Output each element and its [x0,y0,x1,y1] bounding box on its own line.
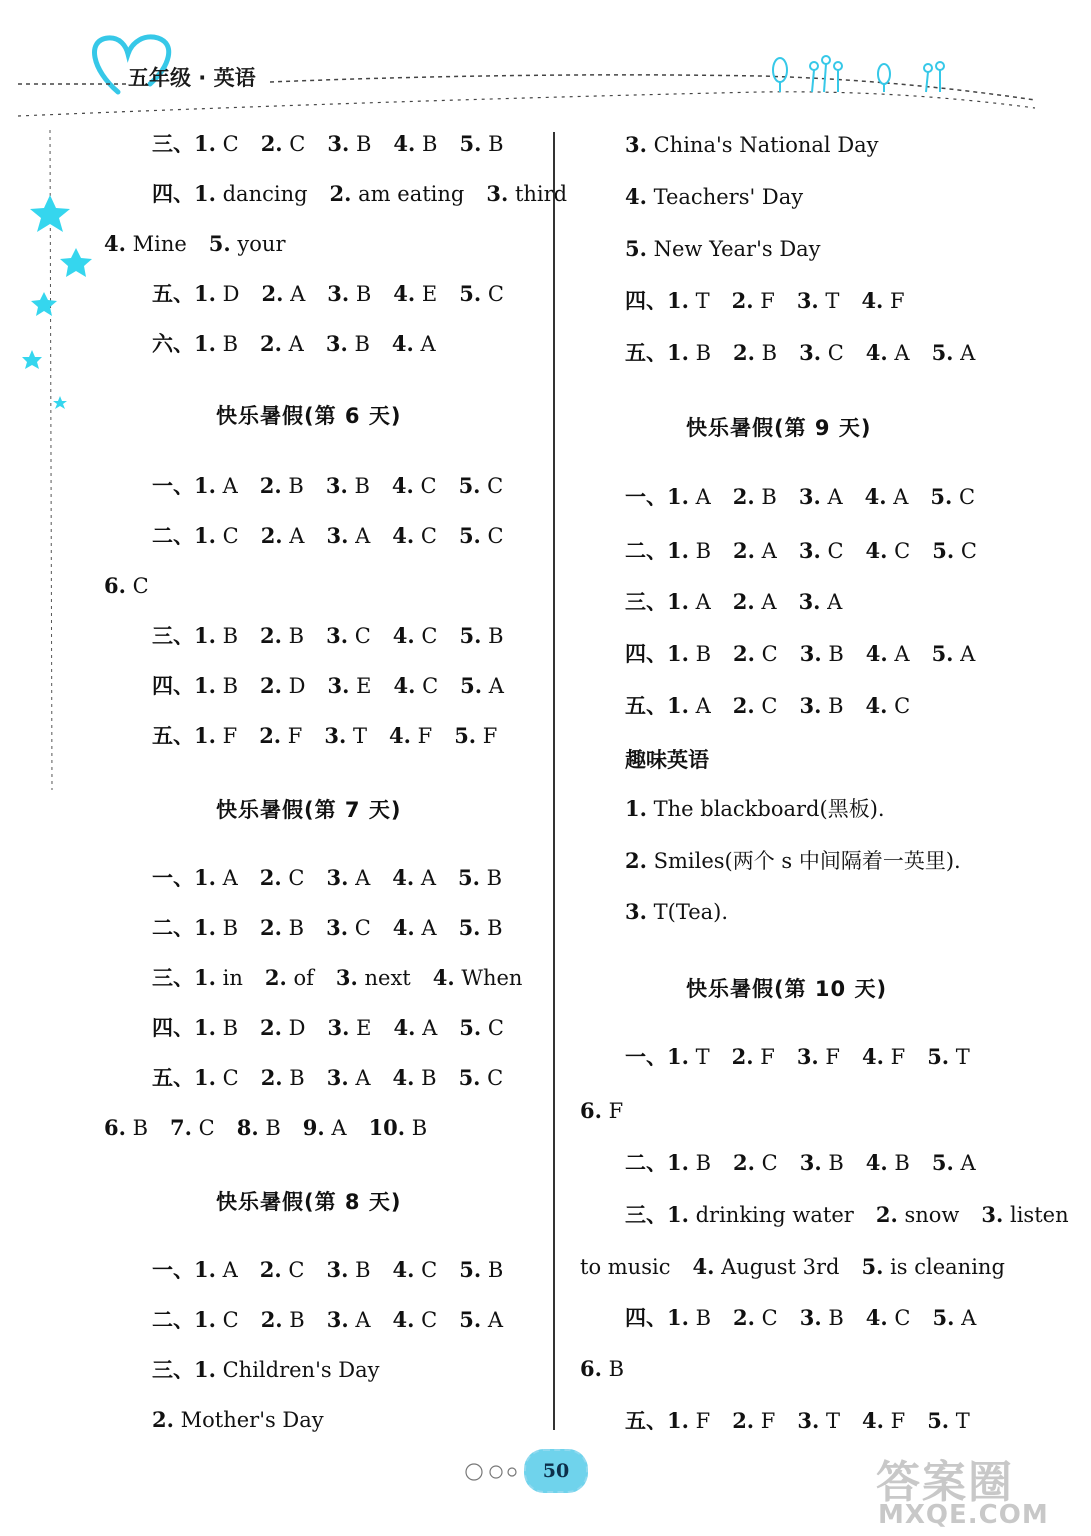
answer-item: 3. B [327,131,372,156]
section-number: 一、 [152,1258,194,1282]
answer-item: 2. A [261,281,306,306]
answer-item: 2. B [733,340,778,365]
section-number: 五、 [152,282,194,306]
answer-line [152,1356,402,1384]
page-number: 50 [524,1449,588,1493]
answer-item: 2. Mother's Day [152,1407,324,1432]
answer-item: 5. C [932,538,977,563]
answer-line [625,339,997,367]
answer-item: 3. T(Tea). [625,899,729,924]
answer-item: 5. B [458,915,503,940]
answer-item: 4. F [862,1044,906,1069]
answer-line [580,1253,1027,1281]
watermark [870,1440,1050,1536]
answer-item: 4. F [861,288,905,313]
star-icon [53,396,67,409]
answer-line [625,287,927,315]
answer-line [625,131,901,159]
answer-item: 2. A [732,589,777,614]
section-number: 四、 [625,1306,667,1330]
answer-item: 2. C [732,693,778,718]
answer-line [625,588,864,616]
answer-item: 1. F [194,723,238,748]
answer-item: 5. A [460,673,504,698]
answer-line [152,1014,526,1042]
section-number: 三、 [152,624,194,648]
answer-item: 4. A [864,484,909,509]
section-number: 四、 [152,674,194,698]
answer-item: 1. C [194,131,239,156]
section-number: 四、 [152,182,194,206]
answer-item: 5. F [454,723,498,748]
section-number: 一、 [152,474,194,498]
answer-line [625,235,843,263]
answer-item: 4. When [432,965,523,990]
plant-icons [773,56,944,92]
answer-item: 2. snow [875,1202,960,1227]
answer-item: 3. A [798,589,843,614]
answer-item: 1. B [194,673,239,698]
section-number: 五、 [152,1066,194,1090]
answer-line [625,1304,998,1332]
section-number: 六、 [152,332,194,356]
answer-item: 3. F [796,1044,840,1069]
answer-item: 2. A [260,331,304,356]
answer-item: 3. China's National Day [625,132,879,157]
answer-item: 5. New Year's Day [625,236,821,261]
answer-line [152,672,526,700]
answer-item: 4. F [389,723,433,748]
section-number: 二、 [152,524,194,548]
answer-item: 4. E [393,281,438,306]
section-number: 五、 [625,341,667,365]
answer-line [104,1114,449,1142]
answer-item: 5. A [931,1150,976,1175]
section-heading: 快乐暑假(第 8 天) [216,1190,402,1214]
answer-item: 4. C [392,1257,438,1282]
answer-line [625,183,825,211]
answer-item: 2. am eating [329,181,465,206]
section-heading: 快乐暑假(第 7 天) [216,798,402,822]
answer-item: 2. C [733,641,778,666]
answer-item: 1. B [667,641,712,666]
section-number: 五、 [625,694,667,718]
answer-item: 1. T [667,288,710,313]
answer-item: 3. T [796,288,840,313]
answer-item: 2. B [260,915,305,940]
answer-item: 6. B [104,1115,149,1140]
answer-item: 1. C [194,1307,239,1332]
answer-item: 5. B [459,1257,504,1282]
section-number: 二、 [152,916,194,940]
answer-item: 4. Teachers' Day [625,184,804,209]
section-number: 三、 [152,1358,194,1382]
answer-line [152,280,526,308]
answer-item: 3. T [324,723,367,748]
answer-item: 1. in [194,965,243,990]
answer-item: 3. B [799,1305,844,1330]
answer-line [152,330,458,358]
answer-item: 3. C [326,623,371,648]
answer-item: 2. C [733,1150,778,1175]
page-footer [440,1440,600,1500]
answer-item: 5. B [458,865,503,890]
section-number: 二、 [152,1308,194,1332]
answer-item: 6. F [580,1098,624,1123]
section-heading: 快乐暑假(第 10 天) [686,977,888,1001]
answer-item: 5. A [459,1307,503,1332]
answer-item: 2. F [731,1044,775,1069]
section-number: 二、 [625,539,667,563]
answer-item: 3. A [326,1065,371,1090]
answer-item: 5. your [208,231,286,256]
answer-line [152,1406,346,1434]
answer-item: 3. E [327,673,372,698]
answer-item: 1. B [667,340,712,365]
answer-line [625,898,750,926]
answer-line [104,230,307,258]
answer-item: 6. B [580,1356,625,1381]
answer-item: 3. C [799,340,844,365]
answer-item: 3. B [326,1257,371,1282]
answer-item: 5. C [930,484,976,509]
answer-line [625,1201,1091,1229]
answer-item: 4. F [862,1408,906,1433]
answer-item: 6. C [104,573,149,598]
answer-item: 4. C [865,693,911,718]
answer-item: 5. is cleaning [861,1254,1005,1279]
answer-item: 1. The blackboard(黑板). [625,796,885,821]
answer-item: 1. A [194,865,238,890]
answer-item: 1. C [194,1065,239,1090]
answer-item: 1. T [667,1044,710,1069]
answer-item: 5. B [459,131,504,156]
answer-item: 2. F [259,723,303,748]
answer-item: 3. B [799,1150,844,1175]
section-number: 五、 [152,724,194,748]
answer-item: 1. A [194,473,238,498]
answer-line [152,472,525,500]
answer-item: 2. B [259,473,304,498]
answer-item: 4. C [865,1305,911,1330]
answer-item: 5. C [459,1015,504,1040]
answer-item: 4. C [393,673,439,698]
section-heading: 快乐暑假(第 6 天) [216,404,402,428]
answer-line [152,1256,525,1284]
answer-item: 4. B [392,1065,437,1090]
answer-item: 2. A [733,538,777,563]
answer-item: 8. B [236,1115,281,1140]
answer-line [625,1149,998,1177]
answer-item: 3. T [797,1408,840,1433]
answer-item: 3. listen [981,1202,1069,1227]
answer-item: 3. next [335,965,411,990]
answer-line [152,864,524,892]
section-number: 一、 [625,485,667,509]
answer-item: 1. C [194,523,239,548]
answer-item: 2. F [732,1408,776,1433]
section-number: 三、 [152,132,194,156]
answer-item: to music [580,1255,671,1279]
answer-item: 4. B [865,1150,910,1175]
answer-item: 2. Smiles(两个 s 中间隔着一英里). [625,848,961,873]
answer-item: 1. B [194,915,239,940]
answer-item: 1. A [667,693,711,718]
section-number: 一、 [152,866,194,890]
answer-line [625,795,907,823]
answer-item: 1. A [667,484,711,509]
section-number: 二、 [625,1151,667,1175]
answer-item: 5. C [458,473,504,498]
answer-line [625,537,999,565]
answer-item: 3. A [326,523,371,548]
answer-line [152,722,519,750]
section-number: 三、 [625,590,667,614]
answer-item: 4. August 3rd [692,1254,840,1279]
answer-item: 1. B [194,331,239,356]
answer-item: 2. F [731,288,775,313]
answer-item: 3. B [327,281,372,306]
answer-item: 1. B [667,538,712,563]
section-number: 三、 [625,1203,667,1227]
answer-item: 4. B [393,131,438,156]
answer-item: 3. E [327,1015,372,1040]
answer-line [152,1064,525,1092]
answer-item: 1. A [194,1257,238,1282]
answer-item: 2. C [260,131,306,156]
answer-item: 1. B [667,1150,712,1175]
answer-item: 5. A [932,1305,977,1330]
star-icon [22,350,42,369]
answer-item: 4. A [865,641,910,666]
answer-item: 2. C [733,1305,778,1330]
answer-item: 4. C [392,623,438,648]
answer-item: 2. C [259,865,305,890]
answer-item: 4. A [393,1015,438,1040]
answer-item: 1. B [667,1305,712,1330]
answer-item: 3. third [486,181,568,206]
answer-item: 2. B [260,623,305,648]
answer-item: 3. A [798,484,843,509]
answer-line [625,640,997,668]
answer-item: 2. D [260,673,306,698]
answer-line [625,692,932,720]
answer-item: 1. drinking water [667,1202,854,1227]
answer-item: 4. C [392,523,437,548]
answer-line [152,622,526,650]
answer-item: 1. D [194,281,240,306]
answer-line [104,572,171,600]
answer-item: 2. D [260,1015,306,1040]
section-number: 四、 [152,1016,194,1040]
answer-line [625,483,997,511]
answer-item: 5. C [458,1065,504,1090]
section-heading: 快乐暑假(第 9 天) [686,416,872,440]
answer-item: 2. B [260,1065,305,1090]
answer-item: 5. A [931,340,976,365]
section-number: 三、 [152,966,194,990]
answer-item: 1. A [667,589,711,614]
answer-line [152,1306,525,1334]
answer-line [152,964,544,992]
answer-item: 4. A [391,331,436,356]
answer-item: 3. B [799,641,844,666]
section-number: 四、 [625,289,667,313]
watermark-en: MXQE.COM [878,1500,1049,1530]
star-icon [60,248,92,277]
answer-line [580,1355,646,1383]
answer-item: 5. C [459,281,504,306]
answer-item: 4. A [392,915,437,940]
star-icon [31,292,57,316]
answer-line [625,1407,992,1435]
answer-item: 5. B [459,623,504,648]
answer-item: 10. B [368,1115,428,1140]
answer-item: 3. B [325,473,370,498]
answer-item: 5. T [927,1408,970,1433]
answer-item: 3. A [326,865,371,890]
answer-item: 3. A [326,1307,371,1332]
answer-item: 5. T [927,1044,970,1069]
answer-item: 2. B [732,484,777,509]
answer-item: 7. C [170,1115,215,1140]
answer-item: 4. Mine [104,231,187,256]
answer-item: 9. A [302,1115,347,1140]
section-number: 四、 [625,642,667,666]
answer-item: 2. C [259,1257,305,1282]
answer-line [152,130,526,158]
page-header [0,0,1052,130]
answer-item: 4. A [392,865,437,890]
answer-line [625,1043,992,1071]
answer-item: 3. C [326,915,371,940]
column-divider [553,132,555,1430]
answer-item: 5. A [931,641,976,666]
answer-line [580,1097,645,1125]
answer-line [152,522,526,550]
star-decoration [0,130,110,830]
answer-item: 1. B [194,1015,239,1040]
answer-item: 4. C [865,538,911,563]
answer-item: 3. C [798,538,844,563]
answer-item: 3. B [799,693,844,718]
answer-item: 4. A [865,340,910,365]
answer-line [152,914,525,942]
answer-item: 4. C [392,1307,438,1332]
answer-item: 1. F [667,1408,711,1433]
answer-item: 2. of [264,965,314,990]
watermark-cn: 答案圈 [876,1457,1014,1508]
answer-item: 1. B [194,623,239,648]
answer-item: 2. A [260,523,305,548]
star-icon [30,195,70,232]
answer-item: 2. B [260,1307,305,1332]
answer-item: 1. dancing [194,181,308,206]
answer-item: 3. B [325,331,370,356]
section-number: 五、 [625,1409,667,1433]
section-number: 一、 [625,1045,667,1069]
answer-item: 5. C [458,523,504,548]
section-subheading: 趣味英语 [625,748,709,772]
answer-item: 4. C [391,473,437,498]
answer-item: 1. Children's Day [194,1357,380,1382]
answer-line [152,180,589,208]
answer-line [625,847,983,875]
header-title: 五年级 · 英语 [128,66,256,90]
